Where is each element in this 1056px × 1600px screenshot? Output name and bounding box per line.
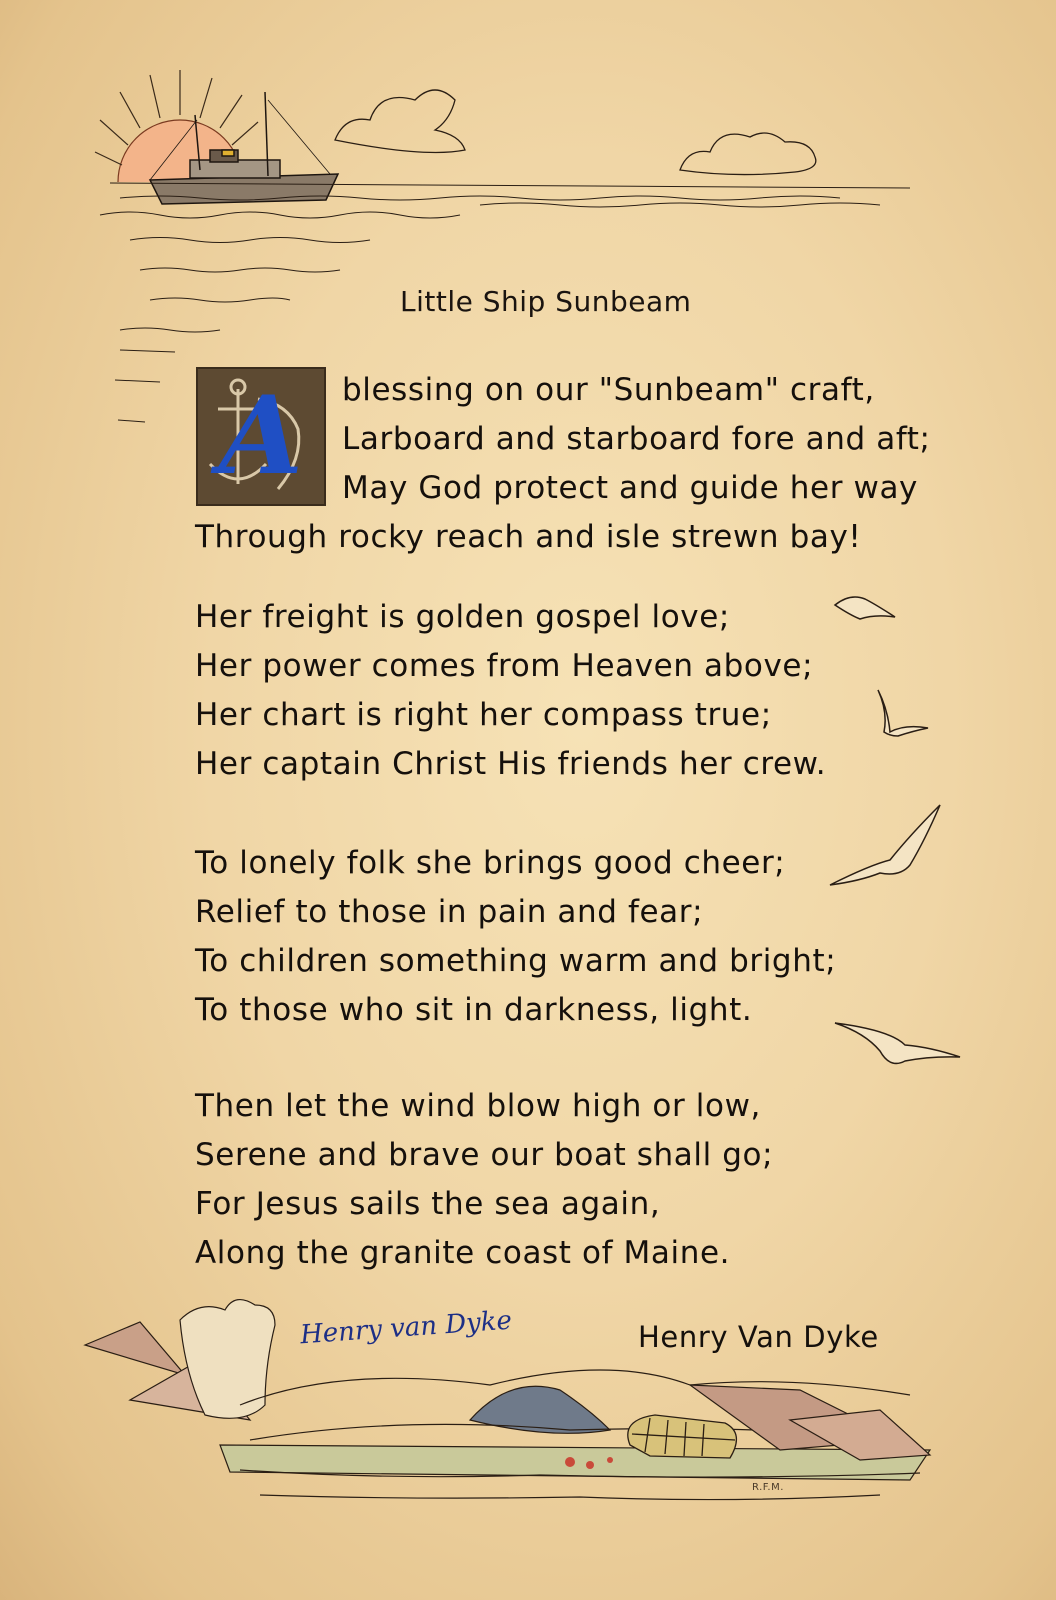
artist-mark: R.F.M. — [752, 1482, 784, 1493]
poem-author: Henry Van Dyke — [638, 1320, 879, 1354]
poem-line: May God protect and guide her way — [342, 470, 918, 506]
poem-title: Little Ship Sunbeam — [400, 285, 692, 318]
stanza-2 — [195, 593, 826, 789]
poem-line: For Jesus sails the sea again, — [195, 1186, 661, 1222]
poem-line: To lonely folk she brings good cheer; — [195, 845, 786, 881]
poem-line: Through rocky reach and isle strewn bay! — [195, 519, 862, 555]
seagull-icon — [835, 597, 895, 619]
lobster-trap-icon — [628, 1415, 737, 1458]
poem-line: blessing on our "Sunbeam" craft, — [342, 372, 875, 408]
poem-line: Her freight is golden gospel love; — [195, 599, 730, 635]
handwritten-signature: Henry van Dyke — [299, 1305, 513, 1351]
seagull-icon — [878, 690, 928, 736]
poem-line: Larboard and starboard fore and aft; — [342, 421, 931, 457]
poem-line: Then let the wind blow high or low, — [195, 1088, 761, 1124]
poem-line: Relief to those in pain and fear; — [195, 894, 704, 930]
stanza-3 — [195, 839, 836, 1035]
seagull-icon — [835, 1023, 960, 1063]
poem-line: Her chart is right her compass true; — [195, 697, 772, 733]
initial-letter: A — [219, 373, 303, 499]
poem-line: Her captain Christ His friends her crew. — [195, 746, 827, 782]
poem-line: Along the granite coast of Maine. — [195, 1235, 731, 1271]
poem-line: Serene and brave our boat shall go; — [195, 1137, 774, 1173]
stanza-4 — [195, 1082, 773, 1278]
poem-line: Her power comes from Heaven above; — [195, 648, 814, 684]
poem-line: To children something warm and bright; — [195, 943, 837, 979]
seagull-icon — [830, 805, 940, 885]
cloud-icon — [335, 90, 816, 175]
poem-line: To those who sit in darkness, light. — [195, 992, 753, 1028]
stanza-1 — [195, 366, 931, 562]
